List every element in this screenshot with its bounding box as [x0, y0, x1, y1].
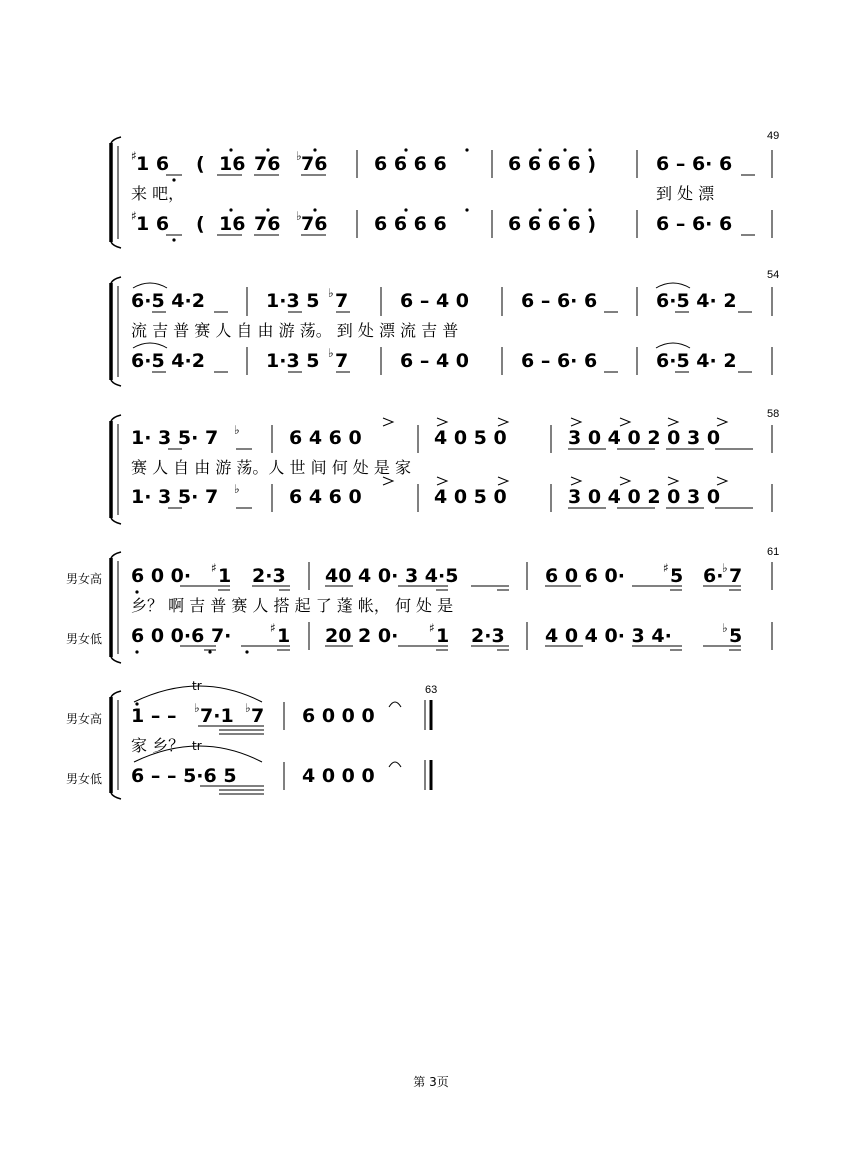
svg-text:流 吉 普 赛 人 自 由 游 荡。: 流 吉 普 赛 人 自 由 游 荡。 到 处 漂 流 吉 普 [131, 321, 459, 340]
svg-text:(: ( [196, 153, 205, 175]
svg-text:(: ( [196, 213, 205, 235]
part-label-low: 男女低 [66, 632, 103, 646]
svg-text:6·: 6· [703, 565, 724, 587]
svg-text:16: 16 [219, 153, 246, 175]
svg-text:♭: ♭ [296, 209, 302, 223]
svg-text:6 4 6 0: 6 4 6 0 [289, 486, 362, 508]
svg-text:2·3: 2·3 [252, 565, 286, 587]
svg-text:6 – 4 0: 6 – 4 0 [400, 290, 470, 312]
svg-text:6 0 0·: 6 0 0· [131, 565, 192, 587]
notation-text [131, 149, 742, 787]
svg-text:6·5 4· 2: 6·5 4· 2 [656, 350, 737, 372]
svg-text:4 0 4 0· 3 4·: 4 0 4 0· 3 4· [545, 625, 672, 647]
svg-text:♯: ♯ [131, 209, 137, 223]
svg-text:6 0 0·6 7·: 6 0 0·6 7· [131, 625, 232, 647]
svg-text:76: 76 [254, 153, 281, 175]
svg-text:6 – – 5·6 5: 6 – – 5·6 5 [131, 765, 237, 787]
svg-text:赛 人 自 由 游 荡。人 世: 赛 人 自 由 游 荡。人 世 间 何 处 是 家 [131, 458, 411, 477]
svg-text:♯: ♯ [131, 149, 137, 163]
svg-text:6 6 6 6 ): 6 6 6 6 ) [508, 213, 597, 235]
svg-text:2·3: 2·3 [471, 625, 505, 647]
measure-number: 61 [767, 546, 780, 558]
svg-text:7: 7 [251, 705, 265, 727]
measure-number: 54 [767, 269, 780, 281]
part-label-low: 男女低 [66, 772, 103, 786]
measure-number: 49 [767, 130, 780, 142]
svg-text:1·3 5: 1·3 5 [266, 290, 320, 312]
svg-text:5: 5 [670, 565, 684, 587]
svg-text:76: 76 [301, 153, 328, 175]
svg-text:4 0 0 0: 4 0 0 0 [302, 765, 375, 787]
svg-text:6 – 6· 6: 6 – 6· 6 [521, 290, 598, 312]
svg-text:7: 7 [335, 290, 349, 312]
svg-text:tr: tr [192, 679, 202, 693]
svg-text:♭: ♭ [245, 701, 251, 715]
svg-text:6·5 4·2: 6·5 4·2 [131, 290, 205, 312]
svg-text:1 6: 1 6 [136, 213, 170, 235]
svg-text:乡？ 啊 吉 普 赛 人: 乡？ 啊 吉 普 赛 人 搭 起 了 蓬 帐， 何 处 是 [131, 596, 454, 615]
svg-text:20 2 0·: 20 2 0· [325, 625, 399, 647]
svg-text:6·5 4·2: 6·5 4·2 [131, 350, 205, 372]
svg-text:6 0 0 0: 6 0 0 0 [302, 705, 375, 727]
svg-text:1 6: 1 6 [136, 153, 170, 175]
svg-text:♭: ♭ [722, 561, 728, 575]
svg-text:6 – 6· 6: 6 – 6· 6 [656, 213, 733, 235]
svg-text:4 0 5 0: 4 0 5 0 [434, 427, 507, 449]
svg-text:3 0 4 0 2 0 3 0: 3 0 4 0 2 0 3 0 [568, 486, 721, 508]
svg-text:6 0 6 0·: 6 0 6 0· [545, 565, 625, 587]
svg-text:1: 1 [218, 565, 232, 587]
svg-text:6·5 4· 2: 6·5 4· 2 [656, 290, 737, 312]
svg-text:♭: ♭ [328, 346, 334, 360]
svg-text:76: 76 [301, 213, 328, 235]
svg-text:♭: ♭ [722, 621, 728, 635]
svg-text:1· 3 5· 7: 1· 3 5· 7 [131, 427, 219, 449]
svg-text:♭: ♭ [194, 701, 200, 715]
lyrics-line: 来 吧， [131, 184, 185, 203]
svg-text:♭: ♭ [234, 482, 240, 496]
svg-text:7: 7 [729, 565, 743, 587]
svg-text:1· 3 5· 7: 1· 3 5· 7 [131, 486, 219, 508]
svg-text:40 4 0· 3 4·5: 40 4 0· 3 4·5 [325, 565, 459, 587]
svg-text:♯: ♯ [429, 621, 435, 635]
svg-text:6 4 6 0: 6 4 6 0 [289, 427, 362, 449]
svg-text:♯: ♯ [663, 561, 669, 575]
svg-text:到 处 漂: 到 处 漂 [656, 184, 715, 203]
svg-text:5: 5 [729, 625, 743, 647]
svg-text:4 0 5 0: 4 0 5 0 [434, 486, 507, 508]
svg-text:6 6 6 6: 6 6 6 6 [374, 153, 447, 175]
svg-text:6 – 6· 6: 6 – 6· 6 [656, 153, 733, 175]
svg-text:♯: ♯ [270, 621, 276, 635]
svg-text:7: 7 [335, 350, 349, 372]
svg-text:3 0 4 0 2 0 3 0: 3 0 4 0 2 0 3 0 [568, 427, 721, 449]
svg-text:家: 家 乡？ [131, 736, 185, 755]
svg-text:6 6 6 6: 6 6 6 6 [374, 213, 447, 235]
svg-text:7·1: 7·1 [200, 705, 234, 727]
svg-text:♭: ♭ [296, 149, 302, 163]
svg-text:6 – 4 0: 6 – 4 0 [400, 350, 470, 372]
svg-text:1 – –: 1 – – [131, 705, 177, 727]
svg-text:1: 1 [436, 625, 450, 647]
measure-number: 63 [425, 684, 438, 696]
svg-text:6 – 6· 6: 6 – 6· 6 [521, 350, 598, 372]
svg-text:1: 1 [277, 625, 291, 647]
svg-text:1·3 5: 1·3 5 [266, 350, 320, 372]
page-number: 第 3页 [413, 1075, 449, 1089]
svg-text:tr: tr [192, 739, 202, 753]
part-label-high: 男女高 [66, 572, 103, 586]
svg-text:16: 16 [219, 213, 246, 235]
svg-text:76: 76 [254, 213, 281, 235]
svg-text:6 6 6 6 ): 6 6 6 6 ) [508, 153, 597, 175]
svg-text:♯: ♯ [211, 561, 217, 575]
svg-text:♭: ♭ [328, 286, 334, 300]
part-label-high: 男女高 [66, 712, 103, 726]
measure-number: 58 [767, 408, 780, 420]
svg-text:♭: ♭ [234, 423, 240, 437]
